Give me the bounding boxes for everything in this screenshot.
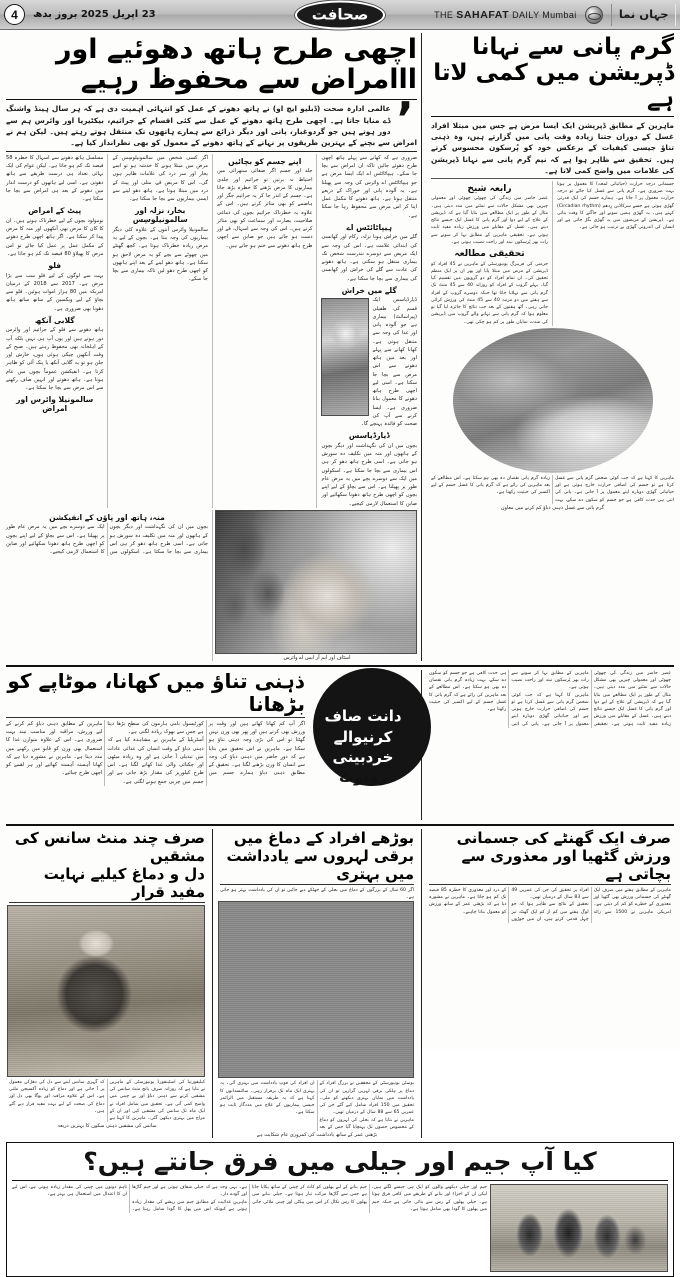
brain-waves-body-2: ماہرین نے بتایا ہے کہ بجلی کی لہروں کو دماغ کے مخصوص حصوں تک پہنچایا گیا جس کے بعد ان افراد کی قوتِ یادداشت میں بہتری آئی۔ یہ بہتری ایک ماہ تک برقرار رہی۔ سائنسدانوں کا کہنا ہے کہ یہ طریقہ مستقبل میں الزائمر جیسی بیماریوں کے علاج میں مددگار ثابت ہو سکتا ہے۔ — [220, 1081, 414, 1130]
brain-waves-headline: بوڑھے افراد کے دماغ میں برقی لہروں سے یادداشت میں بہتری — [226, 828, 414, 883]
article-hot-water-tail — [426, 670, 674, 820]
page-number-badge: 4 — [4, 4, 25, 25]
jahan-numa-section[interactable] — [611, 4, 676, 26]
stress-eating-body-3: ماہرین کے مطابق ذہنی دباؤ کم کرنے کے لیے ورزش، مراقبہ اور مناسب نیند بہت ضروری ہے۔ اس کے علاوہ متوازن غذا کا استعمال بھی وزن کو قابو میں رکھنے میں مدد دیتا ہے۔ ماہرین نے مشورہ دیا ہے کہ کھانا آہستہ آہستہ کھائیے اور ہر لقمے کو اچھی طرح چبائیے۔ — [6, 720, 103, 777]
robot-line-1: دانت صاف — [324, 707, 402, 726]
mid-zone — [6, 670, 674, 820]
handwash-body-3: گلے میں خراش ہونا نزلہ، زکام اور کھانسی کی ابتدائی علامت ہے۔ اس کی وجہ سے ایک مریض سے دوسرے تندرست شخص تک بیماری منتقل ہو سکتی ہے۔ ہاتھ دھونے کی عادت سے گلے کی خراش اور کھانسی کی بیماری سے بچا جا سکتا ہے۔ — [321, 234, 417, 282]
handwashing-photo-caption: اسٹاف اور ایم آر ایس اے وائرس — [283, 654, 351, 661]
jam-jars-photo — [490, 1184, 668, 1272]
article-brain-waves — [217, 829, 417, 1138]
subheading-fever-salmonellosis: بخار، نزلہ اور سالمونیلوسِس — [132, 206, 188, 225]
robot-teaser[interactable] — [309, 670, 417, 820]
article-hot-water-bath — [426, 33, 674, 661]
masthead — [0, 0, 680, 30]
handwash-lead-block — [6, 92, 417, 147]
sahafat-logo-text: صحافت — [311, 5, 369, 24]
brain-waves-body-1: بوسٹن یونیورسٹی کے محققین نے بزرگ افراد کے دماغ پر ہلکی برقی لہریں گزاریں تو ان کی یادداشت میں نمایاں بہتری دیکھنے کو ملی۔ تحقیق میں 150 افراد شامل کیے گئے جن کی عمریں 65 سے 88 سال کے درمیان تھیں۔ — [319, 1081, 415, 1116]
subheading-sore-throat: گلے میں خراش — [341, 285, 397, 295]
handwash-body-5: اگر کسی شخص میں سالمونیلوسِس کے مرض میں مبتلا ہونے کا خدشہ ہو تو اسے بخار اور سر درد کی علامات ظاہر ہوں گی۔ اس کا مریض قے، متلی اور پیٹ کے درد میں مبتلا ہوتا ہے۔ ہاتھ دھو لینے سے ایسی بیماریوں سے بچا جا سکتا ہے۔ — [112, 154, 208, 203]
elderly-photo-caption: بڑھتی عمر کے ساتھ یادداشت کی کمزوری عام شکایت ہے — [256, 1132, 378, 1139]
handwash-body-11: سالمونیلا وائرس آنتوں کے علاوہ کئی دیگر بیماریوں کی وجہ بنتا ہے۔ بچوں کے لیے یہ مرض زیادہ خطرناک ہوتا ہے۔ کچھ گھنٹے میں چھوٹے سے بچے کو یہ مرض لاحق ہو سکتا ہے۔ ہاتھ دھو لینے کے بعد اپنے ہاتھوں کو اچھی طرح دھو لیں تاکہ بیماری سے بچا جا سکے۔ — [112, 226, 208, 283]
handwash-col-a — [321, 154, 417, 508]
handwash-headline: اچھی طرح ہاتھ دھوئیے اور ااامراض سے محفوظ رہیے — [55, 34, 417, 96]
hot-water-body-2: جرمنی کی فریبرگ یونیورسٹی کے ماہرین نے 45 افراد کو ڈپریشن کے مرض میں مبتلا پایا اور پھر ان پر ایک منظم تحقیق کی۔ ان تمام افراد کو دو گروپوں میں تقسیم کیا گیا۔ پہلے گروپ کے افراد کو روزانہ 40 سے 45 منٹ تک گرم پانی سے نہلایا جاتا تھا جبکہ دوسرے گروپ کے افراد سے ہفتے میں دو مرتبہ 40 سے 45 منٹ کی ورزش کرائی جاتی رہی۔ آٹھ ہفتوں کے بعد جب نتائج کا جائزہ لیا گیا تو معلوم ہوا کہ گرم پانی سے نہانے والے گروپ میں ڈپریشن کی شدت نمایاں طور پر کم ہو چکی تھی۔ — [431, 261, 549, 325]
hot-water-byline: رابعہ شیخ — [467, 183, 512, 194]
stress-eating-headline: ذہنی تناؤ میں کھانا، موٹاپے کو بڑھانا — [7, 668, 305, 716]
robot-teaser-text — [324, 702, 401, 787]
handwash-col-d — [6, 154, 103, 508]
brand-title — [434, 9, 577, 21]
handwash-body-1: جلد اور جسم اگر صفائی ستھرائی میں احتیاط نہ برتیں تو جراثیم اور جلدی بیماریوں کا مرض بڑھنے کا خطرہ بڑھ جاتا ہے۔ جسم کے اندر جا کر یہ جراثیم جگر اور ہاضمے کو بھی متاثر کرتے ہیں۔ اس کے علاوہ یہ خطرناک جراثیم بچوں کی دماغی صلاحیت، بصارت اور سماعت کو بھی متاثر کرتے ہیں۔ اس کی وجہ سے اسہال، قے اور دست ہو جاتے ہیں جو صابن سے اچھی طرح ہاتھ دھونے سے ختم ہو جاتے ہیں۔ — [216, 168, 313, 249]
quote-mark-icon: ’ — [396, 92, 414, 147]
subheading-hepatitis: ہیپاٹائٹس اے — [346, 222, 393, 232]
stress-eating-body-1: اگر آپ کم کھانا کھاتے ہیں اور وقت پر ورزش بھی کرتے ہیں اور پھر بھی وزن نہیں گھٹتا تو اس کی بڑی وجہ ذہنی تناؤ ہو سکتا ہے۔ ماہرین نے اس تحقیق میں بتایا ہے کہ دورِ حاضر میں ذہنی دباؤ کی وجہ سے انسان کا وزن بڑھنے لگتا ہے۔ تحقیق کے مطابق ذہنی دباؤ ہمارے جسم میں کورٹیسول نامی ہارمون کی سطح بڑھا دیتا ہے جس سے بھوک زیادہ لگتی ہے۔ — [107, 720, 305, 777]
breathing-body: کیلیفورنیا کی اسٹینفورڈ یونیورسٹی کے ماہرین نے بتایا ہے کہ روزانہ صرف پانچ منٹ سانس کی مشقیں کرنے سے ذہنی دباؤ اور بے چینی میں واضح کمی آتی ہے۔ تحقیق میں شامل افراد نے ایک ماہ تک سانس کی مشقیں کیں اور ان کے مزاج میں بہتری دیکھی گئی۔ ماہرین کا کہنا ہے کہ گہری سانس لینے سے دل کی دھڑکن معمول پر آ جاتی ہے اور دماغ کو زیادہ آکسیجن ملتی ہے۔ اس کے علاوہ مراقبہ اور یوگا بھی دل اور دماغ کی صحت کے لیے بہت مفید قرار دیے گئے ہیں۔ — [9, 1079, 205, 1122]
handwash-body-8: نومولود بچوں کے لیے خطرناک ہوتے ہیں۔ ان کا کان کا مرض بھی آنکھوں اور منہ کا مرض پیدا کر سکتا ہے۔ اگر ہاتھ اچھی طرح دھونے کے مکمل عمل پر عمل کیا جائے تو اس مرض کا پھیلاؤ 80 فیصد تک کم ہو جاتا ہے۔ — [6, 217, 104, 257]
article-jam-jelly — [6, 1142, 674, 1277]
handwash-lead: عالمی ادارہ صحت (ڈبلیو ایچ او) نے ہاتھ دھونے کے عمل کو انتہائی اہمیت دی ہے کہ ہر سال ہینڈ واشنگ ڈے منایا جاتا ہے۔ اچھی طرح ہاتھ دھونے کے عمل سے کئی اقسام کے جراثیم، بیکٹیریا اور وائرس ہم سے دور ہوتے ہیں جو گردوغبار، پانی اور دیگر ذرائع سے ہمارے ہاتھوں تک منتقل ہوتے رہتے ہیں۔ لیکن ہم نے امراض سے بچنے کے بہترین طریقوں پر نہانے کے ہاتھ دھونے کے معمول کو بھی نظرانداز کیا ہے۔ — [6, 104, 417, 147]
subheading-protect-body: اپنے جسم کو بچائیں — [228, 156, 302, 166]
breathing-headline-1: صرف چند منٹ سانس کی مشقیں — [14, 828, 205, 865]
article-hand-washing — [6, 33, 417, 661]
robot-line-2: کرنیوالے — [333, 727, 393, 746]
subheading-flu: فلو — [48, 261, 62, 271]
hot-water-body-3: جسمانی درجہ حرارت (حیاتیاتی لمحہ) کا معمول پر ہونا بہت ضروری ہے۔ گرم پانی سے غسل کیا جائے تو درجہ حرارت معمول پر آ جاتا ہے۔ ہمارے جسم کی ایک قدرتی گھڑی ہوتی ہے جسے سرکاڈین رِدھم (Circadian rhythm) کہتے ہیں۔ یہ گھڑی ہمیں سونے اور جاگنے کا وقت بتاتی ہے۔ ڈپریشن کے مریضوں میں یہ گھڑی بگڑ جاتی ہے اور انسان کی اندرونی گھڑی بے ترتیب ہو جاتی ہے۔ — [557, 181, 674, 231]
meditation-photo-caption: سانس کی مشقیں ذہنی سکون کا بہترین ذریعہ — [57, 1123, 157, 1130]
jam-jelly-headline: کیا آپ جیم اور جیلی میں فرق جانتے ہیں؟ — [83, 1147, 597, 1177]
handwash-body-2: ضروری ہے کہ کھانے سے پہلے ہاتھ اچھی طرح دھوئے جائیں تاکہ ان امراض سے بچا جا سکے۔ ہیپاٹائٹس اے ایک ایسا مرض ہے جو ہیپاٹائٹس اے وائرس کی وجہ سے پھیلتا ہے۔ یہ آلودہ پانی اور خوراک کے ذریعے منتقل ہوتا ہے۔ ہاتھ دھونے کا مکمل عمل اپنا کر اس مرض سے محفوظ رہا جا سکتا ہے۔ — [321, 154, 417, 219]
toothbrush-photo — [321, 298, 369, 416]
subheading-stomach: پیٹ کے امراض — [28, 206, 82, 216]
hot-water-lead: ماہرین کے مطابق ڈپریشن ایک ایسا مرض ہے جس میں مبتلا افراد غسل کے دوران جتنا زیادہ وقت پانی میں گزارتے ہیں، وہ ذہنی تناؤ جیسی کیفیات کے برعکس خود کو پُرسکون محسوس کرتے ہیں۔ تحقیق سے ظاہر ہوا ہے کہ نیم گرم پانی سے نہانا ڈپریشن کی علامات میں واضح کمی لاتا ہے۔ — [431, 121, 674, 175]
handwash-body-4: ڈیارڈیاسس ایک قسم کی طفیلی (پیراسائٹ) بیماری ہے جو آلودہ پانی اور غذا کی وجہ سے منتقل ہوتی ہے۔ کھانا کھانے سے پہلے اور بعد میں ہاتھ دھونے سے اس مرض سے بچا جا سکتا ہے۔ اسی لیے اچھی طرح ہاتھ دھونے کا معمول بنانا ضروری ہے۔ ایسا کرنے سے آپ کی صحت کو فائدہ پہنچے گا۔ — [361, 297, 417, 428]
brand-prefix: THE — [434, 9, 457, 20]
handwash-col-b — [217, 154, 313, 508]
article-exercise — [426, 829, 674, 1138]
hot-water-subheading: تحقیقی مطالعہ — [454, 249, 525, 260]
globe-icon — [585, 6, 603, 24]
hot-water-body-1: عصر حاضر میں زندگی کی چھوٹی چھوٹی اور معمولی چیزیں بھی مشکل حالات سے نمٹنے میں مدد دیتی ہیں۔ مثال کے طور پر ایک مطالعے میں بتایا گیا ہے کہ ڈپریشن کے علاج کے لیے دوا اور گرم پانی کا غسل ایک جیسے نتائج دیتے ہیں۔ غسل کے مقابلے میں ورزش زیادہ مفید ثابت ہوتی ہے۔ تحقیقی ماہرین کے مطابق نہا کر سونے سے رات بھر پُرسکون نیند اور راحت نصیب ہوتی ہے۔ — [431, 196, 548, 245]
article-stress-eating — [6, 670, 417, 820]
hot-water-body-4: ماہرین کا کہنا ہے کہ جب کوئی شخص گرم پانی سے غسل کرتا ہے تو جسم کی اضافی حرارت خارج ہوتی ہے اور حیاتیاتی گھڑی دوبارہ اپنے معمول پر آ جاتی ہے۔ پانی کی اتنی ہی حدت کافی ہے جو جسم کو سکون دے سکے، بہت زیادہ گرم پانی نقصان دہ بھی ہو سکتا ہے۔ اس مطالعے کے بعد ماہرین کی رائے ہے کہ گرم پانی کا غسل جسم کے لیے اکسیر کی حیثیت رکھتا ہے۔ — [431, 475, 674, 503]
publication-date: 23 اپریل 2025 بروز بدھ — [33, 9, 156, 20]
breathing-headline-2: دل و دماغ کیلیے نہایت مفید قرار — [43, 864, 205, 901]
brand-name: SAHAFAT — [456, 8, 510, 21]
robot-line-3: خردبینی — [332, 747, 394, 766]
handwash-body-9: بہت سے لوگوں کے لیے فلو سب سے بڑا مرض ہے۔ 2017 سے 2018 کے درمیان امریکہ میں 80 ہزار اموات ہوئیں۔ فلو سے بچاؤ کے لیے ویکسین کے ساتھ ساتھ ہاتھ دھونا بھی ضروری ہے۔ — [6, 272, 104, 312]
jam-jelly-body-3: ماہرینِ غذائیت کے مطابق جیم میں ریشے کی مقدار زیادہ ہوتی ہے کیونکہ اس میں پھل کا گودا شامل رہتا ہے۔ تاہم دونوں میں چینی کی مقدار زیادہ ہوتی ہے، اس لیے ان کا اعتدال میں استعمال ہی بہتر ہے۔ — [12, 1185, 247, 1212]
subheading-giardiasis: ڈیارڈیاسس — [348, 431, 390, 441]
bottom-zone — [6, 829, 674, 1138]
bathtub-photo — [453, 328, 653, 473]
top-zone — [6, 33, 674, 661]
article-breathing — [6, 829, 208, 1138]
column-divider — [421, 33, 422, 661]
sahafat-logo — [295, 0, 385, 29]
handwashing-photo — [215, 510, 417, 654]
subheading-pink-eye: گلابی آنکھ — [34, 315, 75, 325]
handwash-body-6: بچوں میں ان کی نگہداشت اور دیگر بچوں کے ہاتھوں اور منہ میں تکلیف دہ سوزش ہو جاتی ہے۔ اسی طرح ہاتھ دھو کر ہی اس بیماری سے بچا جا سکتا ہے۔ اسکولوں میں ایک سے دوسرے بچے میں یہ مرض عام طور پر پھیلتا ہے۔ اس سے بچاؤ کے لیے اپنے بچوں کو اچھی طرح ہاتھ دھونا سکھائیے اور صابن کا استعمال لازمی کیجیے۔ — [321, 442, 417, 507]
brain-waves-lead: اگر 60 سال کے بزرگوں کے دماغ میں بجلی کے جھٹکے دیے جائیں تو ان کی یادداشت بہتر ہو جاتی ہے۔ — [220, 887, 415, 901]
robot-line-4: روبوٹ — [338, 768, 388, 787]
handwash-body-7: مسلسل ہاتھ دھونے سے اسہال کا خطرہ 58 فیصد تک کم ہو جاتا ہے۔ لیکن عوام کی ایک تہائی تعداد ہی درست طریقے سے ہاتھ دھوتی ہے۔ اسی لیے ہاتھوں کو درست انداز میں دھونے کے بعد ہی امراض سے بچا جا سکتا ہے۔ — [6, 154, 104, 203]
hot-water-headline: گرم پانی سے نہانا ڈپریشن میں کمی لاتا ہے — [433, 34, 674, 112]
subheading-mouth-hands-feet: منہ، ہاتھ اور پاؤں کے انفیکشن — [49, 512, 165, 522]
jahan-numa-label: جہاں نما — [618, 8, 669, 21]
handwash-body-6-cont: بچوں میں ان کی نگہداشت اور دیگر بچوں کے ہاتھوں اور منہ میں تکلیف دہ سوزش ہو جاتی ہے۔ اسی طرح ہاتھ دھو کر ہی اس بیماری سے بچا جا سکتا ہے۔ اسکولوں میں ایک سے دوسرے بچے میں یہ مرض عام طور پر پھیلتا ہے۔ اس سے بچاؤ کے لیے اپنے بچوں کو اچھی طرح ہاتھ دھونا سکھائیے اور صابن کا استعمال لازمی کیجیے۔ — [6, 524, 208, 556]
meditation-photo — [7, 905, 205, 1077]
hot-water-tail-1: عصر حاضر میں زندگی کی چھوٹی چھوٹی اور معمولی چیزیں بھی مشکل حالات سے نمٹنے میں مدد دیتی ہیں۔ مثال کے طور پر ایک مطالعے میں بتایا گیا ہے کہ ڈپریشن کے علاج کے لیے دوا اور گرم پانی کا غسل ایک جیسے نتائج دیتے ہیں۔ غسل کے مقابلے میں ورزش زیادہ مفید ثابت ہوتی ہے۔ تحقیقی ماہرین کے مطابق نہا کر سونے سے رات بھر پُرسکون نیند اور راحت نصیب ہوتی ہے۔ — [511, 670, 671, 727]
handwash-body-10: ہاتھ دھونے سے فلو کے جراثیم اور وائرس دور ہوتے ہیں اور یوں آپ ہی نہیں بلکہ آپ کے اہلخانہ بھی محفوظ رہتے ہیں۔ صبح کے وقت آنکھیں چپکی ہوئی ہوں، خارش اور جلن ہو تو یہ گلابی آنکھ یا پنک آئی کو ظاہر کرتا ہے۔ انفیکشن عموماً بچوں میں عام ہوتا ہے۔ ہاتھ دھونے اور انہیں صاف رکھنے سے اس مرض سے بچا جا سکتا ہے۔ — [6, 327, 104, 392]
brand-suffix: DAILY Mumbai — [509, 9, 577, 20]
elderly-woman-photo — [218, 901, 414, 1078]
exercise-body-2: تحقیق کے نتائج سے ظاہر ہوا کہ جو لوگ ہفتے میں کم از کم ایک گھنٹہ تیز چہل قدمی کرتے ہیں، ان میں جوڑوں کے درد اور معذوری کا خطرہ 85 فیصد تک کم ہو جاتا ہے۔ ماہرین نے مشورہ دیا ہے کہ بڑھتی عمر کے ساتھ ورزش کو معمول بنانا چاہیے۔ — [429, 887, 589, 922]
jam-jelly-body-1: جیم اور جیلی دیکھنے والوں کو ایک ہی جیسے لگتے ہیں، لیکن ان کے اجزاء اور بنانے کے طریقے میں کافی فرق ہوتا ہے۔ جیلی پھلوں کے رس سے بنائی جاتی ہے جبکہ جیم میں پھلوں کا گودا بھی شامل ہوتا ہے۔ — [372, 1185, 487, 1212]
hot-water-tail-2: ماہرین کا کہنا ہے کہ جب کوئی شخص گرم پانی سے غسل کرتا ہے تو جسم کی اضافی حرارت خارج ہوتی ہے اور حیاتیاتی گھڑی دوبارہ اپنے معمول پر آ جاتی ہے۔ پانی کی اتنی ہی حدت کافی ہے جو جسم کو سکون دے سکے، بہت زیادہ گرم پانی نقصان دہ بھی ہو سکتا ہے۔ اس مطالعے کے بعد ماہرین کی رائے ہے کہ گرم پانی کا غسل جسم کے لیے اکسیر کی حیثیت رکھتا ہے۔ — [429, 670, 589, 727]
bathtub-photo-caption: گرم پانی سے غسل ذہنی دباؤ کم کرنے میں معاون — [500, 504, 605, 511]
jam-jelly-body-2: جیم بنانے کے لیے پھلوں کو کاٹ کر چینی کے ساتھ پکایا جاتا ہے جس سے گاڑھا مرکب تیار ہوتا ہے۔ جیلی بنانے میں پھلوں کا رس نکال کر اس میں پیکٹن اور چینی ملائی جاتی ہے۔ یہی وجہ ہے کہ جیلی شفاف ہوتی ہے اور جیم گاڑھا اور گودے دار۔ — [132, 1185, 367, 1205]
exercise-headline: صرف ایک گھنٹے کی جسمانی ورزش گٹھیا اور معذوری سے بچاتی ہے — [456, 828, 671, 883]
subheading-salmonella: سالمونیلا وائرس اور امراض — [16, 395, 94, 414]
handwash-col-c — [112, 154, 208, 508]
stress-eating-body-2: آسٹریلیا کے ماہرین نے مشاہدہ کیا ہے کہ ذہنی دباؤ کے وقت انسان کی غذائی عادات میں تبدیلی آ جاتی ہے اور وہ زیادہ میٹھی اور چکنائی والی غذا کھانے لگتا ہے۔ اس طرح کیلوریز کی مقدار بڑھ جاتی ہے اور جسم میں چربی جمع ہونے لگتی ہے۔ — [107, 737, 204, 785]
exercise-body-1: ماہرین کے مطابق ہفتے میں صرف ایک گھنٹے کی جسمانی ورزش بھی گٹھیا اور معذوری کے خطرے کو کم کر دیتی ہے۔ امریکی ماہرین نے 1500 سے زائد افراد پر تحقیق کی جن کی عمریں 49 سے 83 سال کے درمیان تھیں۔ — [511, 887, 671, 915]
